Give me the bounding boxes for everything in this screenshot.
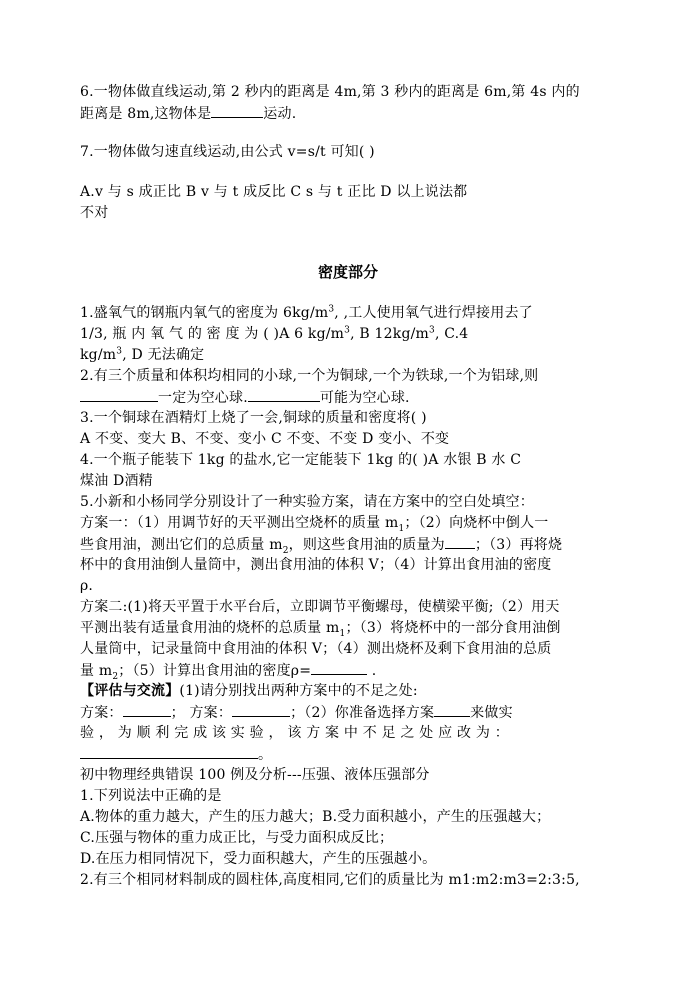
d1-line2-b: , B 12kg/m [350,326,429,342]
d5-eval-blank-2 [232,702,290,717]
d4-line1: 4.一个瓶子能装下 1kg 的盐水,它一定能装下 1kg 的( )A 水银 B 水 C [80,452,522,468]
d5-p2-l4-a: 量 m [80,663,113,679]
d5-p2-sub2: 2 [112,671,119,682]
d1-line2-c: , C.4 [434,326,469,342]
d2-text-b: 可能为空心球. [319,390,410,406]
d5-plan2-line3: 人量筒中，记录量筒中食用油的体积 V；（4）测出烧杯及剩下食用油的总质 [80,641,552,657]
d5-eval-line1 [80,681,418,701]
q7-options: A.v 与 s 成正比 B v 与 t 成反比 C s 与 t 正比 D 以上说法都 [80,184,468,200]
d3-options: A 不变、变大 B、不变、变小 C 不变、不变 D 变小、不变 [80,431,450,447]
d5-plan2-line1: 方案二:(1)将天平置于水平台后，立即调节平衡螺母，使横梁平衡;（2）用天 [80,599,560,615]
d1-line1-tail: , ,工人使用氧气进行焊接用去了 [334,305,533,321]
d5-p1-blank [445,534,475,549]
d5-p2-l4-b: ；（5）计算出食用油的密度ρ= [118,663,312,679]
d5-plan1-line4: ρ. [80,578,94,594]
d5-p2-l2-b: ；（3）将烧杯中的一部分食用油倒 [345,620,561,636]
d5-p1-l1-a: 方案一：（1）用调节好的天平测出空烧杯的质量 m [80,515,399,531]
d5-eval-text: (1)请分别找出两种方案中的不足之处: [179,683,418,699]
pressure-title: 初中物理经典错误 100 例及分析---压强、液体压强部分 [80,767,430,783]
d1-line3-b: , D 无法确定 [122,347,205,363]
d5-p2-blank [311,660,367,675]
d5-p1-sub2: 2 [282,545,289,556]
d1-line1 [80,303,533,323]
d1-sup: 3 [328,304,335,315]
q7-options-cont: 不对 [80,205,109,221]
d2-text-a: 一定为空心球. [158,390,248,406]
q6-text-before: 距离是 8m,这物体是 [80,106,212,122]
d5-intro: 5.小新和小杨同学分别设计了一种实验方案，请在方案中的空白处填空： [80,494,534,510]
d5-eval-blank-4 [80,744,258,759]
d5-eval-l2-c: ；（2）你准备选择方案 [290,705,435,721]
d4-line2: 煤油 D酒精 [80,473,153,489]
d5-plan2-line2 [80,618,561,638]
d2-blank-2 [248,387,320,402]
d5-p1-l2-b: ，则这些食用油的质量为 [288,537,445,553]
d1-line1-text: 1.盛氧气的钢瓶内氧气的密度为 6kg/m [80,305,329,321]
d3-stem: 3.一个铜球在酒精灯上烧了一会,铜球的质量和密度将( ) [80,410,427,426]
d2-line1: 2.有三个质量和体积均相同的小球,一个为铜球,一个为铁球,一个为铝球,则 [80,368,539,384]
d5-plan1-line3: 杯中的食用油倒人量筒中，测出食用油的体积 V；（4）计算出食用油的密度 [80,557,552,573]
d1-line2-a: 1/3, 瓶 内 氧 气 的 密 度 为 ( )A 6 kg/m [80,326,345,342]
q7-stem: 7.一物体做匀速直线运动,由公式 v=s/t 可知( ) [80,144,375,160]
d5-eval-blank-1 [123,702,171,717]
d5-p1-l1-b: ；（2）向烧杯中倒人一 [404,515,549,531]
section-heading-density: 密度部分 [317,263,378,281]
pressure-q2: 2.有三个相同材料制成的圆柱体,高度相同,它们的质量比为 m1:m2:m3=2:3:5, [80,872,580,888]
d1-line3-a: kg/m [80,347,117,363]
d5-eval-l4-end: 。 [258,747,273,763]
d5-p1-l2-a: 些食用油，测出它们的总质量 m [80,537,283,553]
d5-p1-sub1: 1 [398,523,405,534]
q6-blank [211,103,263,118]
d5-plan1-line1 [80,513,548,533]
q6-line2 [80,103,296,124]
d1-sup-c: 3 [116,346,123,357]
d5-p2-sub1: 1 [339,628,346,639]
q6-text-after: 运动. [263,106,297,122]
d2-line2 [80,387,410,408]
q6-line1: 6.一物体做直线运动,第 2 秒内的距离是 4m,第 3 秒内的距离是 6m,第 4s 内的 [80,84,580,100]
d5-eval-line2 [80,702,513,723]
d5-plan2-line4 [80,660,376,681]
d5-eval-blank-3 [434,702,470,717]
pressure-q1: 1.下列说法中正确的是 [80,788,222,804]
d5-eval-title: 【评估与交流】 [80,683,180,699]
d1-line2 [80,324,468,344]
d1-sup-b: 3 [429,325,435,336]
d5-p2-l4-c: . [367,663,377,679]
d5-p1-l2-c: ；（3）再将烧 [474,537,563,553]
pressure-q1-option-ab: A.物体的重力越大，产生的压力越大；B.受力面积越小，产生的压强越大； [80,809,551,825]
d1-sup-a: 3 [344,325,351,336]
d5-plan1-line2 [80,534,562,555]
d5-eval-l2-d: 来做实 [470,705,513,721]
d5-p2-l2-a: 平测出装有适量食用油的烧杯的总质量 m [80,620,340,636]
pressure-q1-option-c: C.压强与物体的重力成正比，与受力面积成反比； [80,830,394,846]
d5-eval-l2-b: ； 方案： [170,705,233,721]
d5-eval-l2-a: 方案： [80,705,123,721]
d1-line3 [80,345,204,365]
d2-blank-1 [80,387,158,402]
pressure-q1-option-d: D.在压力相同情况下，受力面积越大，产生的压强越小。 [80,851,437,867]
d5-eval-line4 [80,744,272,765]
d5-eval-line3: 验 ， 为 顺 利 完 成 该 实 验 ， 该 方 案 中 不 足 之 处 应 改 为 ： [80,725,509,741]
